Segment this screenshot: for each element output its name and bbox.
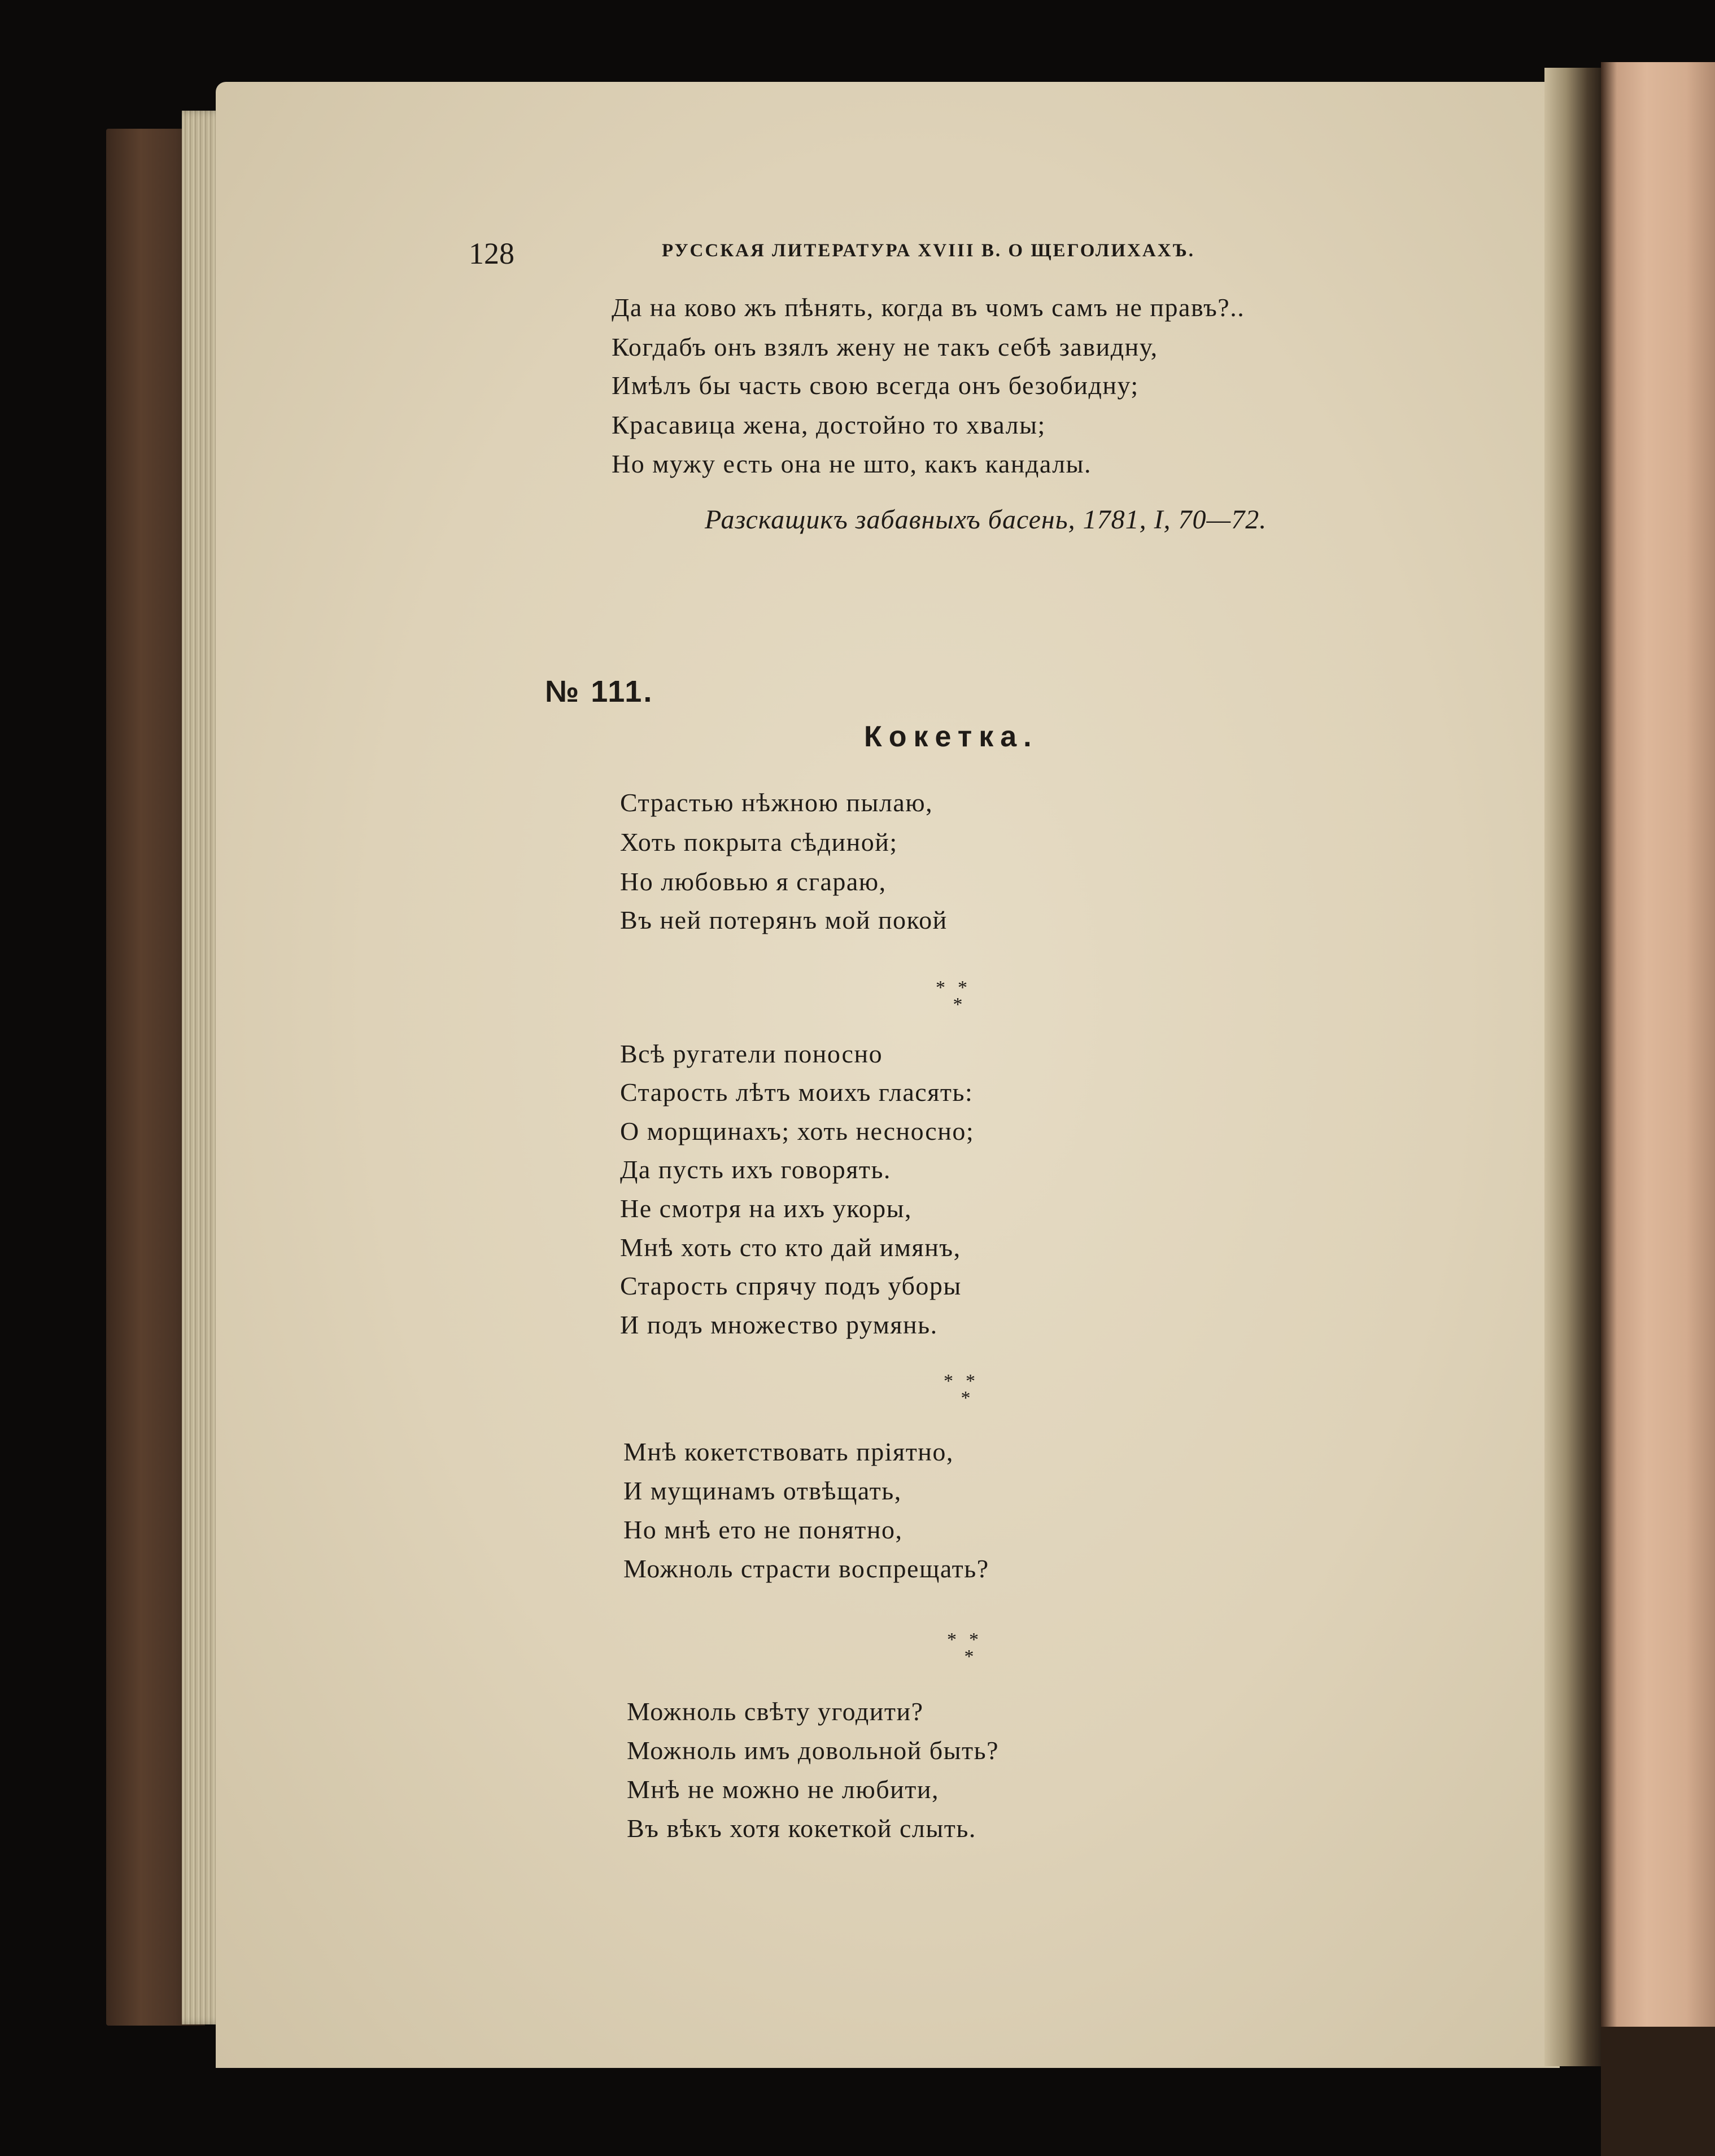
verse-line: Можноль страсти воспрещать? — [623, 1554, 989, 1583]
asterism — [932, 1373, 1000, 1407]
verse-line: О морщинахъ; хоть несносно; — [620, 1117, 975, 1145]
verse-line: Но мнѣ ето не понятно, — [623, 1515, 903, 1544]
verse-line: Да на ково жъ пѣнять, когда въ чомъ самъ не правъ?.. — [612, 293, 1245, 322]
verse-line: Въ вѣкъ хотя кокеткой слыть. — [627, 1814, 976, 1843]
asterism-bottom: * — [953, 994, 963, 1015]
verse-line: Но любовью я сгараю, — [620, 867, 887, 896]
asterism-top: ** — [936, 977, 980, 998]
verse-line: Да пусть ихъ говорять. — [620, 1155, 891, 1184]
verse-line: Хоть покрыта сѣдиной; — [620, 828, 898, 856]
facing-page-edge — [1601, 62, 1715, 2083]
verse-line: И мущинамъ отвѣщать, — [623, 1476, 902, 1505]
verse-line: Можноль имъ довольной быть? — [627, 1736, 1000, 1765]
verse-line: Не смотря на ихъ укоры, — [620, 1194, 912, 1223]
verse-line: Мнѣ хоть сто кто дай имянъ, — [620, 1233, 961, 1262]
verse-line: Можноль свѣту угодити? — [627, 1697, 924, 1726]
verse-line: Мнѣ не можно не любити, — [627, 1775, 939, 1804]
page-number: 128 — [469, 237, 514, 270]
verse-line: Страстью нѣжною пылаю, — [620, 788, 933, 817]
verse-line: Старость лѣтъ моихъ гласять: — [620, 1078, 974, 1107]
poem-title: Кокетка. — [864, 720, 1038, 753]
asterism — [924, 979, 992, 1013]
asterism — [935, 1629, 1003, 1667]
asterism-top: ** — [944, 1371, 988, 1392]
entry-number: № 111. — [545, 675, 654, 709]
verse-line: Красавица жена, достойно то хвалы; — [612, 410, 1046, 439]
verse-line: Когдабъ онъ взялъ жену не такъ себѣ завидну, — [612, 333, 1158, 361]
verse-line: Мнѣ кокетствовать пріятно, — [623, 1437, 954, 1466]
verse-line: Имѣлъ бы часть свою всегда онъ безобидну; — [612, 371, 1139, 400]
asterism-top: ** — [947, 1629, 991, 1650]
verse-line: И подъ множество румянь. — [620, 1310, 938, 1339]
asterism-bottom: * — [964, 1646, 974, 1667]
verse-line: Всѣ ругатели поносно — [620, 1039, 883, 1068]
verse-line: Въ ней потерянъ мой покой — [620, 906, 948, 934]
book-gutter — [1544, 68, 1607, 2066]
attribution: Разскащикъ забавныхъ басень, 1781, I, 70—72. — [705, 505, 1267, 535]
verse-line: Старость спрячу подъ уборы — [620, 1271, 962, 1300]
running-head: РУССКАЯ ЛИТЕРАТУРА XVIII В. О ЩЕГОЛИХАХЪ. — [662, 240, 1195, 261]
cover-bottom-right — [1601, 2027, 1715, 2156]
asterism-bottom: * — [961, 1388, 971, 1409]
verse-line: Но мужу есть она не што, какъ кандалы. — [612, 449, 1092, 478]
